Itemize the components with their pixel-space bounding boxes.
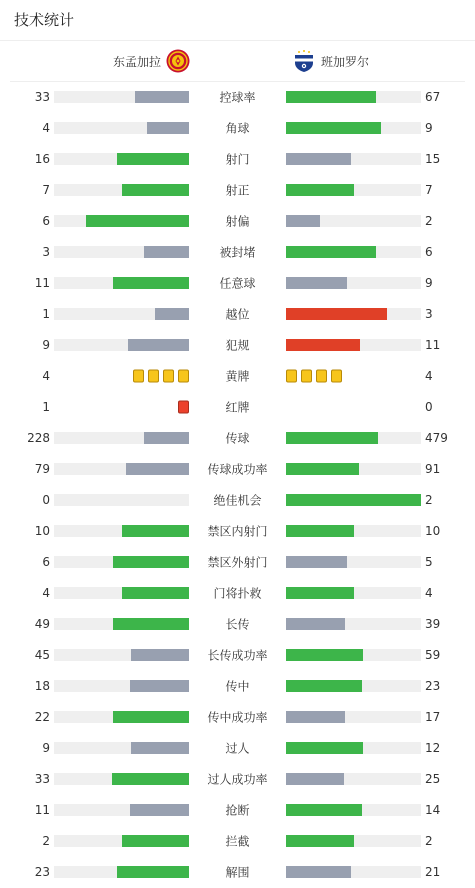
stat-label: 角球	[225, 121, 250, 136]
away-value: 7	[425, 183, 433, 197]
stat-row	[0, 578, 475, 609]
home-bar	[113, 618, 189, 630]
stat-label: 传中成功率	[207, 710, 268, 725]
bengaluru-fc-crest-icon	[292, 49, 316, 73]
yellow-card-icon	[148, 370, 159, 383]
home-value: 3	[42, 245, 50, 259]
home-bar-track	[54, 742, 189, 754]
home-value: 16	[34, 152, 50, 166]
stat-row	[0, 144, 475, 175]
stat-label: 过人	[225, 741, 250, 756]
home-bar	[112, 773, 189, 785]
home-value: 6	[42, 214, 50, 228]
stat-row	[0, 299, 475, 330]
away-bar	[286, 618, 345, 630]
away-value: 39	[425, 617, 441, 631]
home-value: 6	[42, 555, 50, 569]
away-bar-track	[286, 153, 421, 165]
stat-row	[0, 268, 475, 299]
away-value: 25	[425, 772, 441, 786]
away-value: 9	[425, 121, 433, 135]
yellow-card-icon	[178, 370, 189, 383]
away-bar-track	[286, 773, 421, 785]
stat-label: 禁区外射门	[207, 555, 268, 570]
home-bar-track	[54, 556, 189, 568]
home-bar	[131, 649, 189, 661]
home-bar	[113, 711, 189, 723]
home-bar-track	[54, 91, 189, 103]
away-value: 11	[425, 338, 441, 352]
stat-row	[0, 702, 475, 733]
stat-label: 门将扑救	[213, 586, 262, 601]
stat-label: 犯规	[225, 338, 250, 353]
away-value: 10	[425, 524, 441, 538]
home-bar	[130, 804, 189, 816]
stat-row	[0, 516, 475, 547]
stat-row	[0, 237, 475, 268]
home-bar-track	[54, 308, 189, 320]
home-bar	[131, 742, 189, 754]
stat-row	[0, 175, 475, 206]
stat-row	[0, 113, 475, 144]
home-bar	[144, 432, 189, 444]
away-bar-track	[286, 308, 421, 320]
stat-label: 长传成功率	[207, 648, 268, 663]
home-bar	[86, 215, 189, 227]
away-bar-track	[286, 804, 421, 816]
title-divider	[0, 40, 475, 41]
away-bar	[286, 277, 347, 289]
stat-label: 控球率	[219, 90, 256, 105]
away-value: 91	[425, 462, 441, 476]
away-value: 4	[425, 369, 433, 383]
away-value: 0	[425, 400, 433, 414]
home-value: 11	[34, 803, 50, 817]
home-bar	[113, 556, 189, 568]
away-value: 67	[425, 90, 441, 104]
yellow-card-icon	[301, 370, 312, 383]
away-bar	[286, 463, 359, 475]
stat-label: 射门	[225, 152, 250, 167]
home-bar	[147, 122, 189, 134]
away-value: 23	[425, 679, 441, 693]
home-value: 228	[27, 431, 50, 445]
away-bar	[286, 711, 345, 723]
home-bar	[122, 525, 190, 537]
away-bar-track	[286, 525, 421, 537]
away-bar-track	[286, 835, 421, 847]
away-bar	[286, 432, 378, 444]
stat-label: 禁区内射门	[207, 524, 268, 539]
home-bar-track	[54, 463, 189, 475]
stat-label: 传球	[225, 431, 250, 446]
stat-row	[0, 826, 475, 857]
away-bar	[286, 773, 344, 785]
home-bar-track	[54, 432, 189, 444]
away-value: 2	[425, 834, 433, 848]
stat-row	[0, 485, 475, 516]
away-bar-track	[286, 494, 421, 506]
away-team-name: 班加罗尔	[321, 54, 370, 69]
home-value: 1	[42, 307, 50, 321]
stat-label: 任意球	[219, 276, 256, 291]
away-value: 9	[425, 276, 433, 290]
away-bar-track	[286, 432, 421, 444]
home-value: 33	[34, 90, 50, 104]
home-value: 4	[42, 586, 50, 600]
yellow-card-icon	[286, 370, 297, 383]
home-cards	[133, 370, 189, 383]
home-bar	[122, 835, 190, 847]
away-bar	[286, 742, 363, 754]
stat-label: 解围	[225, 865, 250, 880]
away-bar	[286, 339, 360, 351]
home-bar-track	[54, 835, 189, 847]
home-bar-track	[54, 339, 189, 351]
away-bar-track	[286, 277, 421, 289]
away-bar-track	[286, 91, 421, 103]
away-value: 4	[425, 586, 433, 600]
home-value: 49	[34, 617, 50, 631]
away-bar	[286, 525, 354, 537]
home-bar-track	[54, 649, 189, 661]
home-bar	[135, 91, 189, 103]
away-bar	[286, 215, 320, 227]
stat-label: 传球成功率	[207, 462, 268, 477]
home-value: 23	[34, 865, 50, 879]
red-card-icon	[178, 401, 189, 414]
away-bar	[286, 587, 354, 599]
home-bar-track	[54, 618, 189, 630]
away-bar-track	[286, 246, 421, 258]
away-value: 15	[425, 152, 441, 166]
away-bar-track	[286, 215, 421, 227]
away-bar-track	[286, 587, 421, 599]
stat-label: 拦截	[225, 834, 250, 849]
away-bar-track	[286, 339, 421, 351]
away-bar-track	[286, 618, 421, 630]
home-value: 0	[42, 493, 50, 507]
away-bar	[286, 556, 347, 568]
away-value: 479	[425, 431, 448, 445]
away-bar	[286, 866, 351, 878]
away-bar-track	[286, 711, 421, 723]
stat-label: 越位	[225, 307, 250, 322]
stat-row	[0, 671, 475, 702]
page-title: 技术统计	[14, 11, 75, 29]
away-value: 2	[425, 493, 433, 507]
home-bar	[130, 680, 189, 692]
stat-label: 长传	[225, 617, 250, 632]
away-bar	[286, 649, 363, 661]
home-team[interactable]	[113, 48, 190, 74]
away-value: 6	[425, 245, 433, 259]
away-value: 21	[425, 865, 441, 879]
stat-row	[0, 423, 475, 454]
stat-label: 黄牌	[225, 369, 250, 384]
home-value: 18	[34, 679, 50, 693]
home-value: 45	[34, 648, 50, 662]
away-bar	[286, 246, 376, 258]
away-value: 3	[425, 307, 433, 321]
stat-label: 射正	[225, 183, 250, 198]
yellow-card-icon	[133, 370, 144, 383]
home-value: 1	[42, 400, 50, 414]
stat-label: 被封堵	[219, 245, 256, 260]
home-bar	[155, 308, 189, 320]
home-bar	[144, 246, 189, 258]
away-bar-track	[286, 556, 421, 568]
away-bar	[286, 153, 351, 165]
east-bengal-crest-icon	[166, 49, 190, 73]
away-bar	[286, 122, 381, 134]
home-bar-track	[54, 184, 189, 196]
stat-row	[0, 857, 475, 888]
away-bar-track	[286, 680, 421, 692]
away-bar-track	[286, 184, 421, 196]
away-value: 2	[425, 214, 433, 228]
stat-row	[0, 206, 475, 237]
stat-row	[0, 330, 475, 361]
stat-row	[0, 640, 475, 671]
home-value: 22	[34, 710, 50, 724]
stat-row	[0, 733, 475, 764]
away-value: 14	[425, 803, 441, 817]
stat-label: 传中	[225, 679, 250, 694]
stat-label: 绝佳机会	[213, 493, 262, 508]
home-bar-track	[54, 215, 189, 227]
home-team-name: 东孟加拉	[112, 54, 161, 69]
away-value: 59	[425, 648, 441, 662]
away-bar-track	[286, 463, 421, 475]
yellow-card-icon	[316, 370, 327, 383]
away-cards	[286, 370, 342, 383]
away-bar	[286, 835, 354, 847]
stat-label: 抢断	[225, 803, 250, 818]
away-bar	[286, 680, 362, 692]
home-value: 10	[34, 524, 50, 538]
stat-row	[0, 764, 475, 795]
away-bar	[286, 494, 421, 506]
away-bar-track	[286, 866, 421, 878]
home-bar-track	[54, 866, 189, 878]
stat-row	[0, 795, 475, 826]
away-value: 12	[425, 741, 441, 755]
stat-label: 射偏	[225, 214, 250, 229]
stat-row	[0, 82, 475, 113]
home-bar-track	[54, 804, 189, 816]
home-bar-track	[54, 494, 189, 506]
home-value: 9	[42, 741, 50, 755]
home-bar	[122, 184, 190, 196]
home-cards	[178, 401, 189, 414]
home-bar-track	[54, 122, 189, 134]
away-bar-track	[286, 649, 421, 661]
stat-row	[0, 361, 475, 392]
home-value: 33	[34, 772, 50, 786]
home-bar-track	[54, 277, 189, 289]
home-bar	[117, 866, 189, 878]
home-bar	[117, 153, 189, 165]
yellow-card-icon	[163, 370, 174, 383]
away-bar	[286, 804, 362, 816]
home-value: 4	[42, 121, 50, 135]
away-value: 5	[425, 555, 433, 569]
home-bar-track	[54, 153, 189, 165]
stat-row	[0, 392, 475, 423]
home-bar-track	[54, 587, 189, 599]
home-value: 7	[42, 183, 50, 197]
stat-row	[0, 609, 475, 640]
away-bar	[286, 91, 376, 103]
home-bar	[126, 463, 189, 475]
home-bar	[122, 587, 190, 599]
home-value: 9	[42, 338, 50, 352]
home-value: 79	[34, 462, 50, 476]
home-value: 2	[42, 834, 50, 848]
home-bar-track	[54, 680, 189, 692]
away-bar	[286, 308, 387, 320]
home-bar-track	[54, 711, 189, 723]
away-bar-track	[286, 122, 421, 134]
home-value: 4	[42, 369, 50, 383]
stat-label: 过人成功率	[207, 772, 268, 787]
home-bar	[113, 277, 189, 289]
stat-row	[0, 454, 475, 485]
home-bar-track	[54, 246, 189, 258]
home-bar-track	[54, 773, 189, 785]
home-value: 11	[34, 276, 50, 290]
stat-label: 红牌	[225, 400, 250, 415]
away-team[interactable]	[292, 48, 369, 74]
stat-row	[0, 547, 475, 578]
away-bar	[286, 184, 354, 196]
away-value: 17	[425, 710, 441, 724]
yellow-card-icon	[331, 370, 342, 383]
home-bar-track	[54, 525, 189, 537]
home-bar	[128, 339, 189, 351]
away-bar-track	[286, 742, 421, 754]
